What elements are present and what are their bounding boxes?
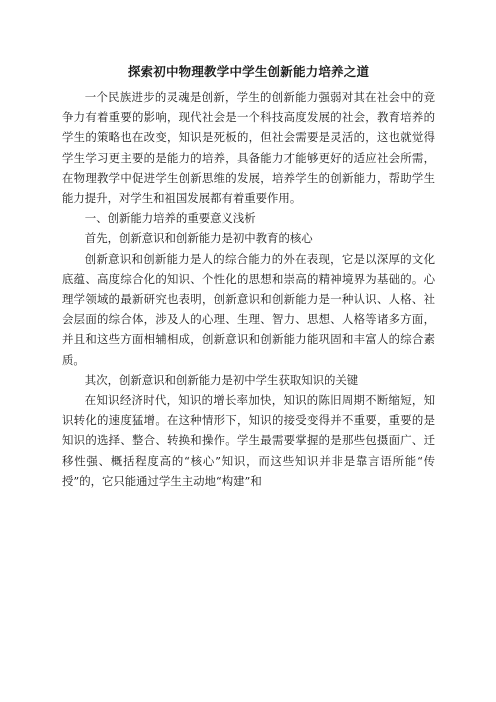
document-title: 探索初中物理教学中学生创新能力培养之道 (127, 64, 370, 79)
intro-paragraph: 一个民族进步的灵魂是创新，学生的创新能力强弱对其在社会中的竞争力有着重要的影响，现代社会是一个科技高度发展的社会，教育培养的学生的策略也在改变，知识是死板的，但社会需要是灵活的，这也就觉得学生学习更主要的是能力的培养，具备能力才能够更好的适应社会所需，在物理教学中促进学生创新思维的发展，培养学生的创新能力，帮助学生能力提升，对学生和祖国发展都有着重要作用。 (62, 90, 435, 206)
subheading-first: 首先，创新意识和创新能力是初中教育的核心 (84, 231, 313, 246)
body-paragraph-1: 创新意识和创新能力是人的综合能力的外在表现，它是以深厚的文化底蕴、高度综合化的知识、个性化的思想和崇高的精神境界为基础的。心理学领域的最新研究也表明，创新意识和创新能力是一种认识、人格、社会层面的综合体，涉及人的心理、生理、智力、思想、人格等诸多方面，并且和这些方面相辅相成，创新意识和创新能力能巩固和丰富人的综合素质。 (62, 251, 435, 367)
body-paragraph-2: 在知识经济时代，知识的增长率加快，知识的陈旧周期不断缩短，知识转化的速度猛增。在这种情形下，知识的接受变得并不重要，重要的是知识的选择、整合、转换和操作。学生最需要掌握的是那些包摄面广、迁移性强、概括程度高的“核心”知识，而这些知识并非是靠言语所能“传授”的，它只能通过学生主动地“构建”和 (62, 393, 435, 488)
section-heading-1: 一、创新能力培养的重要意义浅析 (84, 211, 256, 226)
subheading-second: 其次，创新意识和创新能力是初中学生获取知识的关键 (84, 372, 359, 387)
document-page (62, 60, 435, 491)
